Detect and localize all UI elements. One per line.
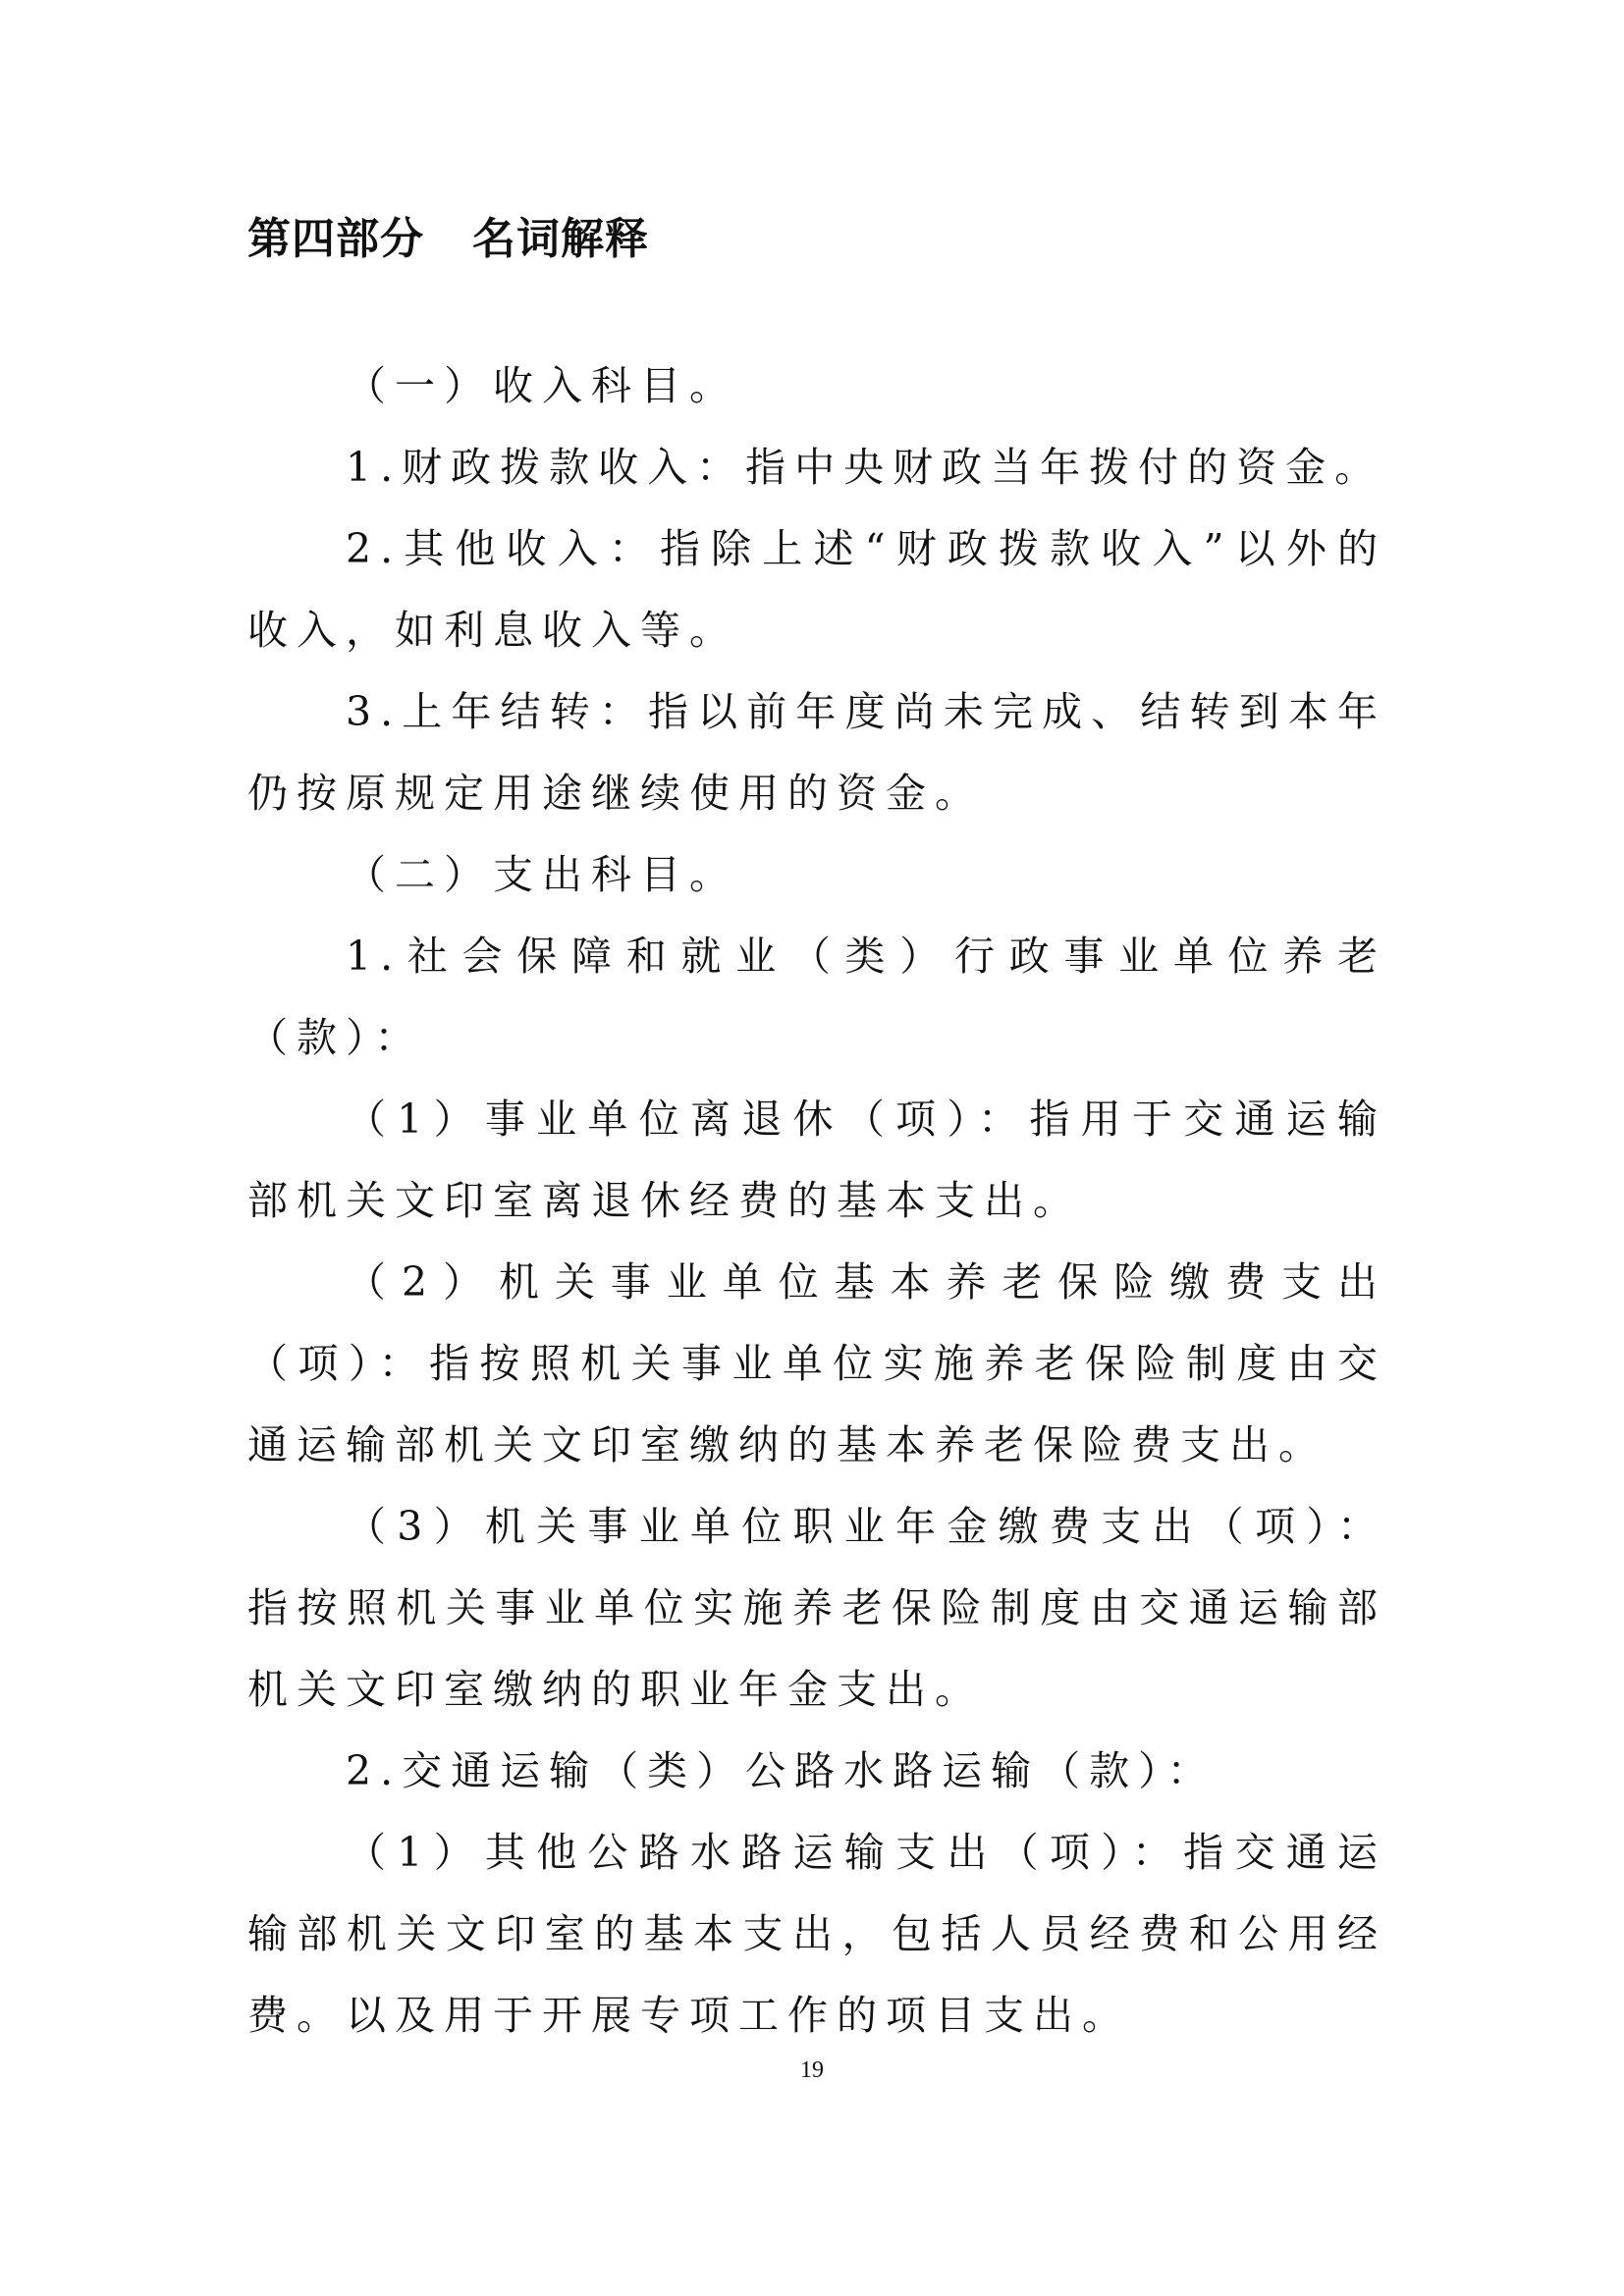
paragraph-other-road-water-item: （1）其他公路水路运输支出（项）：指交通运输部机关文印室的基本支出，包括人员经费和公用经费。以及用于开展专项工作的项目支出。 xyxy=(247,1829,1386,2039)
paragraph-occupational-annuity-item: （3）机关事业单位职业年金缴费支出（项）：指按照机关事业单位实施养老保险制度由交通运输部机关文印室缴纳的职业年金支出。 xyxy=(247,1503,1386,1713)
paragraph-prior-year-carryover: 3.上年结转：指以前年度尚未完成、结转到本年仍按原规定用途继续使用的资金。 xyxy=(247,688,1386,817)
page-number: 19 xyxy=(800,2057,824,2083)
paragraph-basic-pension-item: （2）机关事业单位基本养老保险缴费支出（项）：指按照机关事业单位实施养老保险制度由交通运输部机关文印室缴纳的基本养老保险费支出。 xyxy=(247,1258,1386,1468)
section-heading-expenditure: （二）支出科目。 xyxy=(346,851,738,898)
paragraph-retirement-item: （1）事业单位离退休（项）：指用于交通运输部机关文印室离退休经费的基本支出。 xyxy=(247,1095,1386,1224)
document-body xyxy=(247,346,1386,2056)
paragraph-fiscal-appropriation-income: 1.财政拨款收入：指中央财政当年拨付的资金。 xyxy=(346,444,1384,491)
part-title: 第四部分 名词解释 xyxy=(247,214,649,264)
paragraph-social-security-category: 1.社会保障和就业（类）行政事业单位养老（款）： xyxy=(247,933,1386,1061)
section-heading-income: （一）收入科目。 xyxy=(346,362,738,409)
paragraph-other-income: 2.其他收入：指除上述“财政拨款收入”以外的收入，如利息收入等。 xyxy=(247,525,1386,654)
paragraph-transport-category: 2.交通运输（类）公路水路运输（款）： xyxy=(346,1747,1217,1794)
